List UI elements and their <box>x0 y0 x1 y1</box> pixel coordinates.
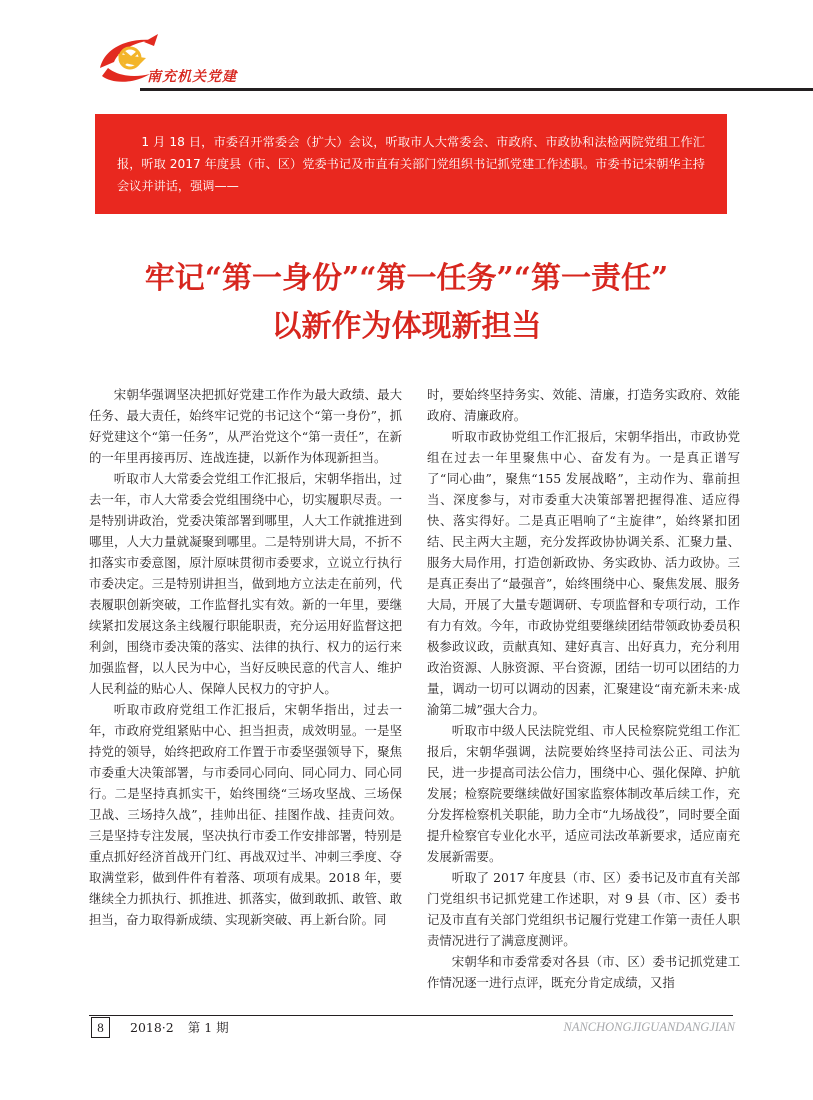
footer-divider <box>89 1015 733 1016</box>
paragraph: 听取市政府党组工作汇报后，宋朝华指出，过去一年，市政府党组紧贴中心、担当担责，成效明显。一是坚持党的领导，始终把政府工作置于市委坚强领导下，聚焦市委重大决策部署，与市委同心同向、同心同力、同心同行。二是坚持真抓实干，始终围绕“三场攻坚战、三场保卫战、三场持久战”，挂帅出征、挂图作战、挂责问效。三是坚持专注发展，坚决执行市委工作安排部署，特别是重点抓好经济首战开门红、再战双过半、冲刺三季度、夺取满堂彩，做到件件有着落、项项有成果。2018 年，要继续全力抓执行、抓推进、抓落实，做到敢抓、敢管、敢担当，奋力取得新成绩、实现新突破、再上新台阶。同 <box>89 702 402 927</box>
header <box>0 0 813 100</box>
right-column <box>427 384 740 1012</box>
paragraph: 听取了 2017 年度县（市、区）委书记及市直有关部门党组织书记抓党建工作述职，对 9 县（市、区）委书记及市直有关部门党组织书记履行党建工作第一责任人职责情况进行了满意度测评。 <box>427 870 740 948</box>
paragraph: 听取市政协党组工作汇报后，宋朝华指出，市政协党组在过去一年里聚焦中心、奋发有为。一是真正谱写了“同心曲”，聚焦“155 发展战略”，主动作为、靠前担当、深度参与，对市委重大决策部署把握得准、适应得快、落实得好。二是真正唱响了“主旋律”，始终紧扣团结、民主两大主题，充分发挥政协协调关系、汇聚力量、服务大局作用，打造创新政协、务实政协、活力政协。三是真正奏出了“最强音”，始终围绕中心、聚焦发展、服务大局，开展了大量专题调研、专项监督和专项行动，工作有力有效。今年，市政协党组要继续团结带领政协委员积极参政议政，贡献真知、建好真言、出好真力，充分利用政治资源、人脉资源、平台资源，团结一切可以团结的力量，调动一切可以调动的因素，汇聚建设“南充新未来·成渝第二城”强大合力。 <box>427 429 740 717</box>
paragraph: 宋朝华强调坚决把抓好党建工作作为最大政绩、最大任务、最大责任，始终牢记党的书记这个“第一身份”，抓好党建这个“第一任务”，从严治党这个“第一责任”，在新的一年里再接再厉、连战连捷，以新作为体现新担当。 <box>89 387 402 465</box>
left-column <box>89 384 402 1012</box>
page-number: 8 <box>91 1017 110 1038</box>
paragraph: 听取市中级人民法院党组、市人民检察院党组工作汇报后，宋朝华强调，法院要始终坚持司法公正、司法为民，进一步提高司法公信力，围绕中心、强化保障、护航发展；检察院要继续做好国家监察体制改革后续工作，充分发挥检察机关职能，助力全市“九场战役”，同时要全面提升检察官专业化水平，适应司法改革新要求，适应南充发展新需要。 <box>427 723 740 864</box>
issue-year: 2018·2 <box>130 1020 174 1035</box>
footer-brand: NANCHONGJIGUANDANGJIAN <box>563 1020 735 1034</box>
article-title-line-1: 牢记“第一身份”“第一任务”“第一责任” <box>144 261 669 296</box>
paragraph: 听取市人大常委会党组工作汇报后，宋朝华指出，过去一年，市人大常委会党组围绕中心，切实履职尽责。一是特别讲政治，党委决策部署到哪里，人大工作就推进到哪里，人大力量就凝聚到哪里。二是特别讲大局，不折不扣落实市委意图，原汁原味贯彻市委要求，立说立行执行市委决定。三是特别讲担当，做到地方立法走在前列，代表履职创新突破，工作监督扎实有效。新的一年里，要继续紧扣发展这条主线履行职能职责，充分运用好监督这把利剑，围绕市委决策的落实、法律的执行、权力的运行来加强监督，以人民为中心，当好反映民意的代言人、维护人民利益的贴心人、保障人民权力的守护人。 <box>89 471 402 696</box>
magazine-brand: 南充机关党建 <box>147 69 237 85</box>
paragraph: 宋朝华和市委常委对各县（市、区）委书记抓党建工作情况逐一进行点评，既充分肯定成绩，又指 <box>427 954 740 990</box>
header-divider <box>140 88 813 91</box>
intro-text: 1 月 18 日，市委召开常委会（扩大）会议，听取市人大常委会、市政府、市政协和法检两院党组工作汇报，听取 2017 年度县（市、区）党委书记及市直有关部门党组织书记抓党建工作述职。市委书记宋朝华主持会议并讲话，强调—— <box>117 135 705 193</box>
paragraph-continued: 时，要始终坚持务实、效能、清廉，打造务实政府、效能政府、清廉政府。 <box>427 387 740 423</box>
issue-number: 第 1 期 <box>187 1020 229 1035</box>
article-title-line-2: 以新作为体现新担当 <box>271 309 542 344</box>
issue-info <box>130 1019 229 1037</box>
intro-box <box>95 114 727 214</box>
